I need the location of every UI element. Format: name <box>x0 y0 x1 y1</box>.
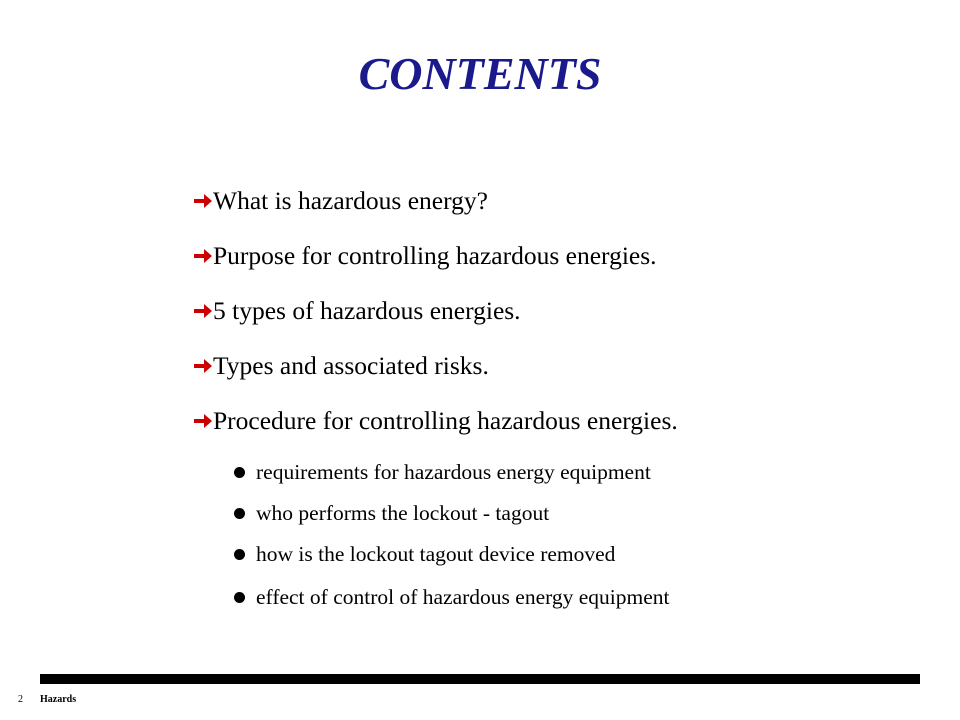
contents-item-label: Types and associated risks. <box>213 351 489 380</box>
bullet-dot-icon <box>234 508 245 519</box>
arrow-right-icon <box>192 246 214 266</box>
contents-item <box>192 238 658 274</box>
slide-title: CONTENTS <box>358 48 602 99</box>
contents-item <box>192 293 522 329</box>
contents-subitem-label: requirements for hazardous energy equipment <box>256 459 651 484</box>
arrow-right-icon <box>192 356 214 376</box>
contents-subitem-label: effect of control of hazardous energy equipment <box>256 584 670 609</box>
contents-subitem <box>234 456 651 488</box>
footer-divider <box>40 674 920 684</box>
contents-item <box>192 348 490 384</box>
contents-subitem-label: who performs the lockout - tagout <box>256 500 550 525</box>
contents-item-label: 5 types of hazardous energies. <box>213 296 521 325</box>
arrow-right-icon <box>192 191 214 211</box>
contents-subitem <box>234 581 670 613</box>
bullet-dot-icon <box>234 592 245 603</box>
arrow-right-icon <box>192 301 214 321</box>
arrow-right-icon <box>192 411 214 431</box>
contents-item <box>192 403 679 439</box>
contents-item <box>192 183 489 219</box>
contents-subitem-label: how is the lockout tagout device removed <box>256 541 616 566</box>
contents-subitem <box>234 538 615 570</box>
contents-subitem <box>234 497 549 529</box>
bullet-dot-icon <box>234 467 245 478</box>
footer-label: Hazards <box>40 694 77 705</box>
bullet-dot-icon <box>234 549 245 560</box>
contents-item-label: Procedure for controlling hazardous energies. <box>213 406 678 435</box>
contents-item-label: What is hazardous energy? <box>213 186 488 215</box>
page-number: 2 <box>18 694 23 705</box>
contents-item-label: Purpose for controlling hazardous energies. <box>213 241 657 270</box>
